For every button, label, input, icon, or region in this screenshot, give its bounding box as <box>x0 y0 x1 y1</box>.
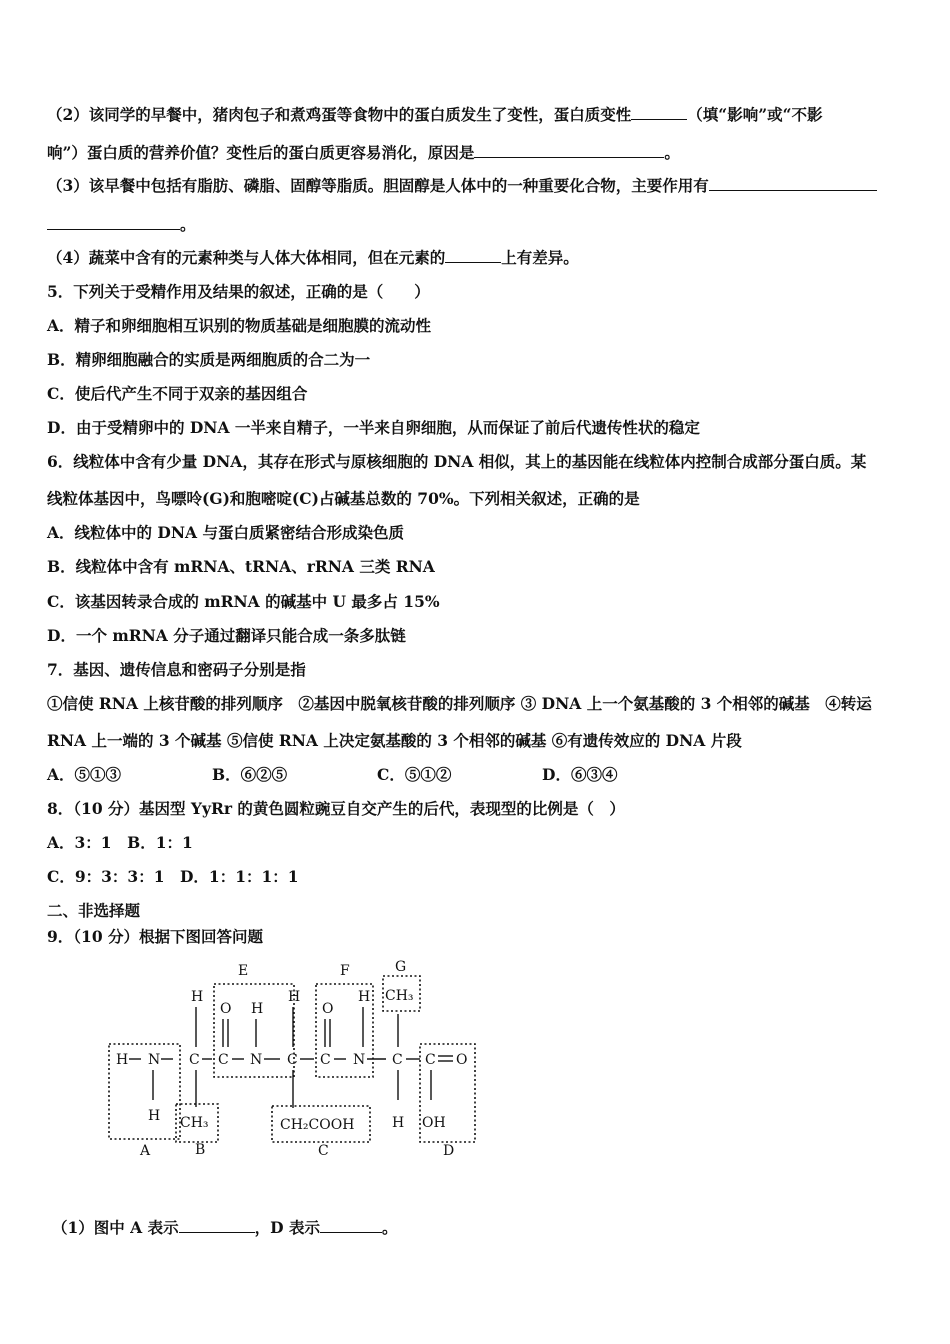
atom-c: C <box>287 1052 298 1068</box>
q4-part3-line1: （3）该早餐中包括有脂肪、磷脂、固醇等脂质。胆固醇是人体中的一种重要化合物，主要作用有 <box>47 174 877 196</box>
section-title-non-choice: 二、非选择题 <box>47 901 141 920</box>
atom-h: H <box>288 989 301 1005</box>
q7-option-a[interactable]: A．⑤①③ <box>47 765 122 784</box>
q4-part3-line2: 。 <box>47 213 196 235</box>
q7-option-b[interactable]: B．⑥②⑤ <box>212 765 288 784</box>
q4-part2-line1: （2）该同学的早餐中，猪肉包子和煮鸡蛋等食物中的蛋白质发生了变性，蛋白质变性 （填“影响”或“不影 <box>47 105 823 124</box>
q8-options-ab[interactable]: A．3：1 B．1：1 <box>47 833 193 852</box>
q4-part2-line2: 响”）蛋白质的营养价值？变性后的蛋白质更容易消化，原因是 。 <box>47 143 680 162</box>
label-e: E <box>238 963 249 979</box>
label-a: A <box>140 1143 151 1159</box>
q5-option-d[interactable]: D．由于受精卵中的 DNA 一半来自精子，一半来自卵细胞，从而保证了前后代遗传性状的稳定 <box>47 418 700 437</box>
answer-blank[interactable] <box>474 143 664 158</box>
methyl-g: CH₃ <box>385 988 414 1004</box>
atom-h: H <box>116 1052 129 1068</box>
q8-stem: 8．（10 分）基因型 YyRr 的黄色圆粒豌豆自交产生的后代，表现型的比例是（ ） <box>47 799 625 818</box>
atom-n: N <box>148 1052 161 1068</box>
q7-stem: 7．基因、遗传信息和密码子分别是指 <box>47 660 306 679</box>
q6-option-d[interactable]: D．一个 mRNA 分子通过翻译只能合成一条多肽链 <box>47 626 406 645</box>
atom-c: C <box>189 1052 200 1068</box>
methyl-b: CH₃ <box>180 1115 209 1131</box>
answer-blank[interactable] <box>631 105 687 120</box>
atom-h: H <box>191 989 204 1005</box>
atom-n: N <box>250 1052 263 1068</box>
q6-stem-line2: 线粒体基因中，鸟嘌呤(G)和胞嘧啶(C)占碱基总数的 70%。下列相关叙述，正确的是 <box>47 489 640 508</box>
label-c: C <box>318 1143 329 1159</box>
atom-o: O <box>322 1001 334 1017</box>
hydroxyl: OH <box>422 1115 446 1131</box>
q7-option-d[interactable]: D．⑥③④ <box>542 765 618 784</box>
peptide-structure-figure <box>40 950 550 1185</box>
atom-o: O <box>456 1052 468 1068</box>
atom-o: O <box>220 1001 232 1017</box>
q5-option-c[interactable]: C．使后代产生不同于双亲的基因组合 <box>47 384 308 403</box>
label-b: B <box>195 1142 206 1158</box>
q9-stem: 9．（10 分）根据下图回答问题 <box>47 927 264 946</box>
atom-c: C <box>218 1052 229 1068</box>
label-g: G <box>395 959 407 975</box>
q7-items-line1: ①信使 RNA 上核苷酸的排列顺序 ②基因中脱氧核苷酸的排列顺序 ③ DNA 上一个氨基酸的 3 个相邻的碱基 ④转运 <box>47 694 872 713</box>
atom-n: N <box>353 1052 366 1068</box>
atom-h: H <box>251 1001 264 1017</box>
atom-c: C <box>320 1052 331 1068</box>
q5-option-a[interactable]: A．精子和卵细胞相互识别的物质基础是细胞膜的流动性 <box>47 316 432 335</box>
q7-items-line2: RNA 上一端的 3 个碱基 ⑤信使 RNA 上决定氨基酸的 3 个相邻的碱基 ⑥有遗传效应的 DNA 片段 <box>47 731 742 750</box>
side-chain-c: CH₂COOH <box>280 1117 355 1133</box>
q5-stem: 5．下列关于受精作用及结果的叙述，正确的是（ ） <box>47 282 430 301</box>
q9-sub1: （1）图中 A 表示 ，D 表示 。 <box>52 1218 398 1237</box>
q6-option-a[interactable]: A．线粒体中的 DNA 与蛋白质紧密结合形成染色质 <box>47 523 404 542</box>
atom-h: H <box>392 1115 405 1131</box>
q6-option-c[interactable]: C．该基因转录合成的 mRNA 的碱基中 U 最多占 15% <box>47 592 440 611</box>
atom-c: C <box>425 1052 436 1068</box>
q7-option-c[interactable]: C．⑤①② <box>377 765 452 784</box>
answer-blank[interactable] <box>47 215 180 230</box>
answer-blank[interactable] <box>445 248 501 263</box>
atom-h: H <box>358 989 371 1005</box>
answer-blank[interactable] <box>709 176 877 191</box>
q6-option-b[interactable]: B．线粒体中含有 mRNA、tRNA、rRNA 三类 RNA <box>47 557 435 576</box>
atom-h: H <box>148 1108 161 1124</box>
q8-options-cd[interactable]: C．9：3：3：1 D．1：1：1：1 <box>47 867 299 886</box>
answer-blank[interactable] <box>179 1218 255 1233</box>
atom-c: C <box>392 1052 403 1068</box>
q5-option-b[interactable]: B．精卵细胞融合的实质是两细胞质的合二为一 <box>47 350 371 369</box>
label-d: D <box>443 1143 455 1159</box>
q6-stem-line1: 6．线粒体中含有少量 DNA，其存在形式与原核细胞的 DNA 相似，其上的基因能在线粒体内控制合成部分蛋白质。某 <box>47 452 867 471</box>
q4-part4: （4）蔬菜中含有的元素种类与人体大体相同，但在元素的 上有差异。 <box>47 248 579 267</box>
label-f: F <box>340 963 350 979</box>
answer-blank[interactable] <box>320 1218 382 1233</box>
